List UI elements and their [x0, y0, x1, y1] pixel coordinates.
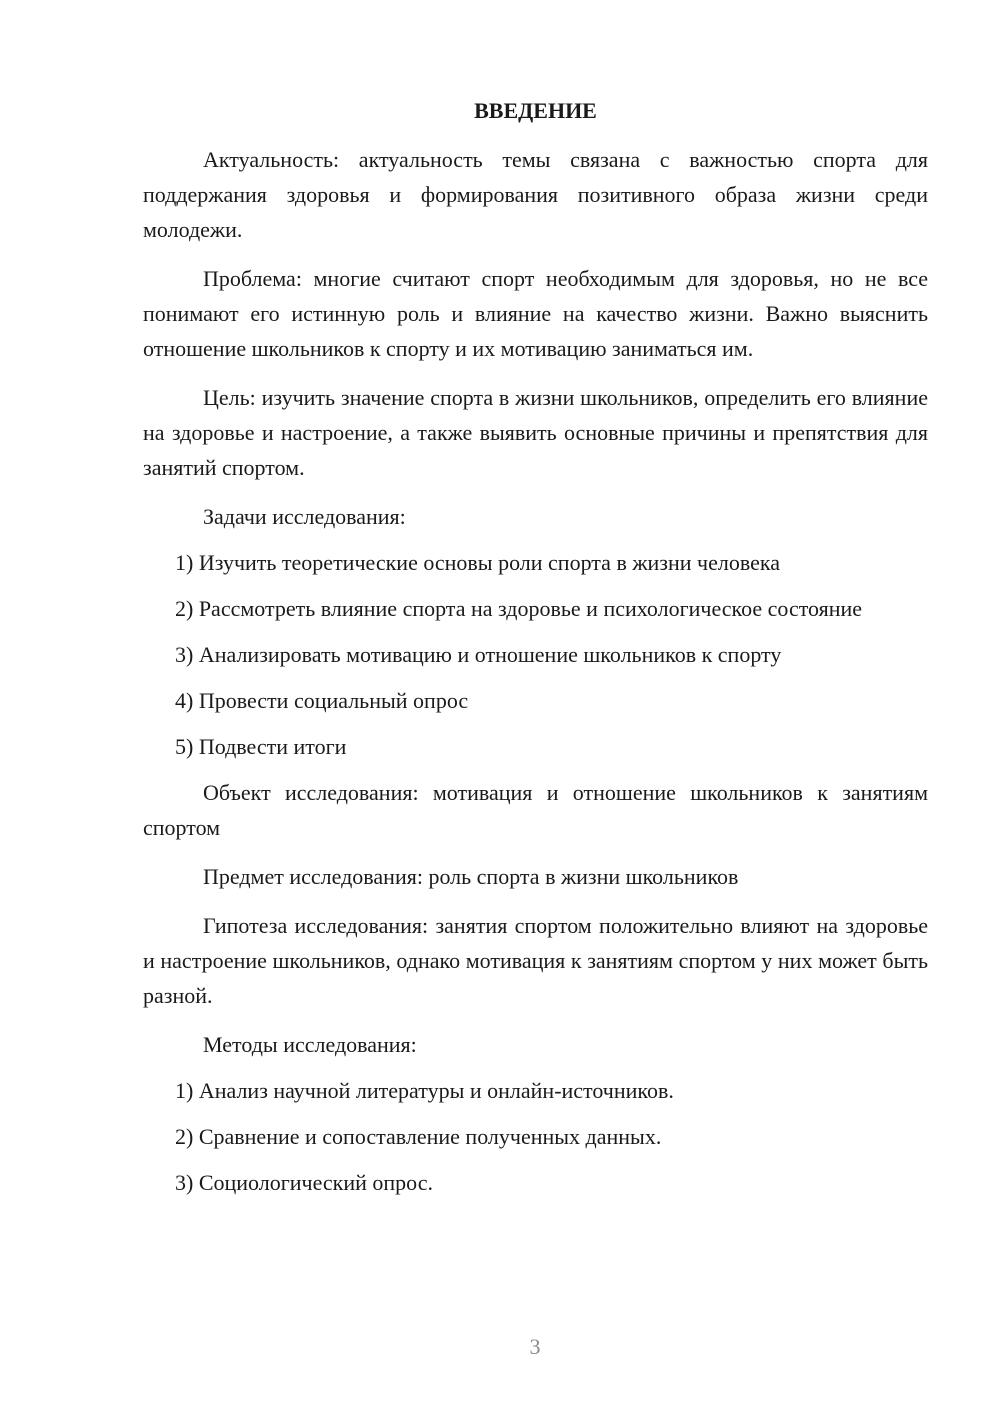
document-body: [143, 94, 928, 1211]
page-number: 3: [529, 1334, 541, 1359]
method-item: 1) Анализ научной литературы и онлайн-источников.: [175, 1078, 674, 1103]
tasks-heading: Задачи исследования:: [203, 504, 406, 529]
task-item: 5) Подвести итоги: [175, 734, 347, 759]
task-item: 2) Рассмотреть влияние спорта на здоровье и психологическое состояние: [175, 596, 863, 621]
subject-paragraph: Предмет исследования: роль спорта в жизни школьников: [203, 864, 739, 889]
object-paragraph: Объект исследования: мотивация и отношение школьников к занятиям спортом: [143, 780, 928, 840]
goal-paragraph: Цель: изучить значение спорта в жизни школьников, определить его влияние на здоровье и настроение, а также выявить основные причины и препятствия для занятий спортом.: [143, 385, 928, 480]
methods-heading: Методы исследования:: [203, 1032, 417, 1057]
method-item: 3) Социологический опрос.: [175, 1170, 433, 1195]
method-item: 2) Сравнение и сопоставление полученных данных.: [175, 1124, 662, 1149]
task-item: 3) Анализировать мотивацию и отношение школьников к спорту: [175, 642, 782, 667]
task-item: 1) Изучить теоретические основы роли спорта в жизни человека: [175, 550, 780, 575]
hypothesis-paragraph: Гипотеза исследования: занятия спортом положительно влияют на здоровье и настроение школьников, однако мотивация к занятиям спортом у них может быть разной.: [143, 913, 928, 1008]
section-title: ВВЕДЕНИЕ: [474, 98, 597, 123]
task-item: 4) Провести социальный опрос: [175, 688, 469, 713]
problem-paragraph: Проблема: многие считают спорт необходимым для здоровья, но не все понимают его истинную роль и влияние на качество жизни. Важно выяснить отношение школьников к спорту и их мотивацию заниматься им.: [143, 266, 928, 361]
relevance-paragraph: Актуальность: актуальность темы связана с важностью спорта для поддержания здоровья и формирования позитивного образа жизни среди молодежи.: [143, 147, 928, 242]
